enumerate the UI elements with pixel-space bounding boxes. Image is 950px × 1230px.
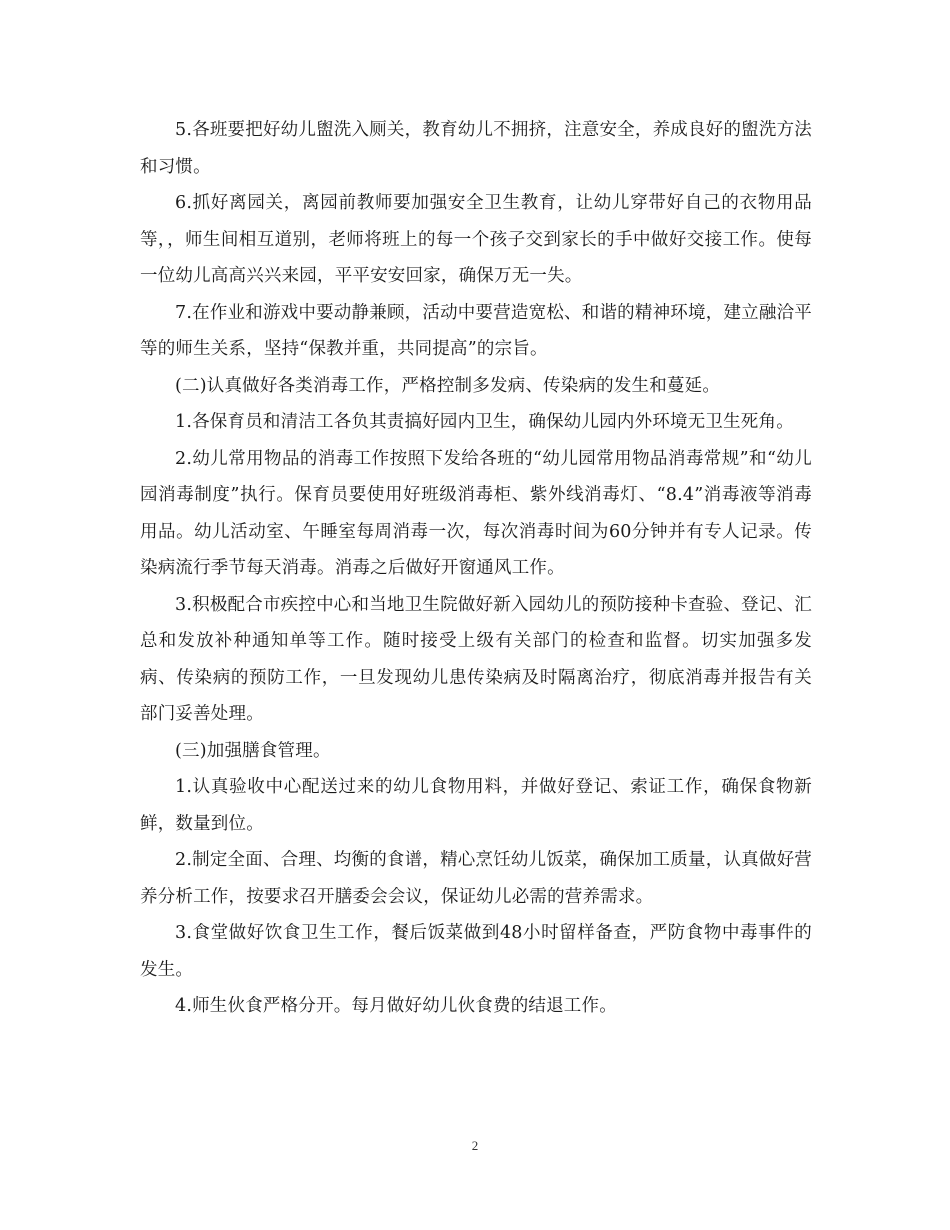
paragraph-item-3-canteen: 3.食堂做好饮食卫生工作，餐后饭菜做到48小时留样备查，严防食物中毒事件的发生。 [140, 923, 812, 980]
section-heading-meals: (三)加强膳食管理。 [175, 740, 331, 761]
paragraph-item-1-hygiene: 1.各保育员和清洁工各负其责搞好园内卫生，确保幼儿园内外环境无卫生死角。 [175, 412, 794, 432]
paragraph-item-4-meal-fees: 4.师生伙食严格分开。每月做好幼儿伙食费的结退工作。 [175, 996, 617, 1016]
section-heading-disinfection: (二)认真做好各类消毒工作，严格控制多发病、传染病的发生和蔓延。 [175, 375, 721, 396]
paragraph-item-6-departure: 6.抓好离园关，离园前教师要加强安全卫生教育，让幼儿穿带好自己的衣物用品等，，师生间相互道别，老师将班上的每一个孩子交到家长的手中做好交接工作。使每一位幼儿高高兴兴来园，平平安安回家，确保万无一失。 [140, 193, 812, 286]
paragraph-item-2-recipes: 2.制定全面、合理、均衡的食谱，精心烹饪幼儿饭菜，确保加工质量，认真做好营养分析工作，按要求召开膳委会会议，保证幼儿必需的营养需求。 [140, 850, 812, 907]
paragraph-item-1-food-intake: 1.认真验收中心配送过来的幼儿食物用料，并做好登记、索证工作，确保食物新鲜，数量到位。 [140, 777, 812, 834]
paragraph-item-2-disinfection: 2.幼儿常用物品的消毒工作按照下发给各班的“幼儿园常用物品消毒常规”和“幼儿园消毒制度”执行。保育员要使用好班级消毒柜、紫外线消毒灯、“8.4”消毒液等消毒用品。幼儿活动室、午睡室每周消毒一次，每次消毒时间为60分钟并有专人记录。传染病流行季节每天消毒。消毒之后做好开窗通风工作。 [140, 448, 812, 578]
paragraph-item-7-activities: 7.在作业和游戏中要动静兼顾，活动中要营造宽松、和谐的精神环境，建立融洽平等的师生关系，坚持“保教并重，共同提高”的宗旨。 [140, 302, 812, 359]
paragraph-item-3-vaccination: 3.积极配合市疾控中心和当地卫生院做好新入园幼儿的预防接种卡查验、登记、汇总和发放补种通知单等工作。随时接受上级有关部门的检查和监督。切实加强多发病、传染病的预防工作，一旦发现幼儿患传染病及时隔离治疗，彻底消毒并报告有关部门妥善处理。 [140, 594, 812, 724]
paragraph-item-5-washing: 5.各班要把好幼儿盥洗入厕关，教育幼儿不拥挤，注意安全，养成良好的盥洗方法和习惯。 [140, 120, 812, 177]
page-number: 2 [471, 1138, 479, 1153]
document-body [140, 112, 812, 1025]
